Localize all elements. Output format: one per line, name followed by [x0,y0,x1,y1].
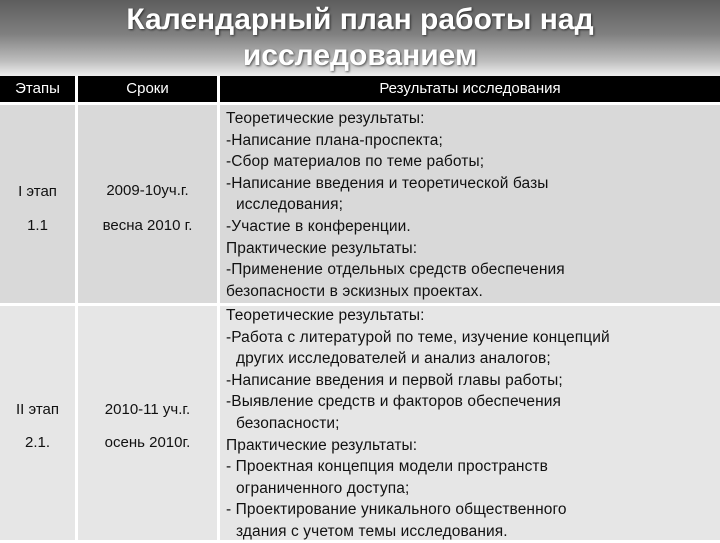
result-line: ограниченного доступа; [236,479,410,497]
result-line: Практические результаты: [226,436,418,454]
row2-stage-cell [0,306,75,540]
header-results: Результаты исследования [220,76,720,102]
page-title [0,2,720,74]
plan-table [0,76,720,540]
row2-stage: II этап [16,401,59,418]
result-line: безопасности в эскизных проектах. [226,282,483,300]
result-line: -Применение отдельных средств обеспечения [226,261,565,279]
header-dates: Сроки [78,76,217,102]
result-line: здания с учетом темы исследования. [236,522,508,540]
result-line: -Участие в конференции. [226,217,411,235]
result-line: -Написание введения и теоретической базы [226,174,549,192]
result-line: - Проектирование уникального общественного [226,501,567,519]
result-line: других исследователей и анализ аналогов; [236,350,551,368]
row2-date-cell [78,306,217,540]
result-line: - Проектная концепция модели пространств [226,458,548,476]
row2-subperiod: осень 2010г. [104,434,191,451]
row1-stage-cell [0,105,75,303]
row2-substage: 2.1. [24,434,51,451]
result-line: -Написание плана-проспекта; [226,131,443,149]
row2-period: 2010-11 уч.г. [104,401,191,418]
result-line: исследования; [236,196,344,214]
row1-period: 2009-10уч.г. [106,182,189,199]
result-line: -Выявление средств и факторов обеспечения [226,393,562,411]
row1-substage: 1.1 [27,217,48,234]
row1-results-cell [220,105,720,303]
title-line-2: исследованием [242,39,478,72]
header-stages: Этапы [0,76,75,102]
row2-results-cell [220,306,720,540]
result-line: Теоретические результаты: [226,307,425,324]
row1-results [226,108,565,302]
row1-subperiod: весна 2010 г. [102,217,193,234]
row1-stage: I этап [18,183,57,200]
result-line: Теоретические результаты: [226,110,425,127]
result-line: -Сбор материалов по теме работы; [226,153,485,171]
row2-results [226,305,610,543]
result-line: -Написание введения и первой главы работы; [226,371,563,389]
result-line: Практические результаты: [226,239,418,257]
title-line-1: Календарный план работы над [126,3,594,36]
result-line: безопасности; [236,414,340,432]
result-line: -Работа с литературой по теме, изучение концепций [226,328,610,346]
row1-date-cell [78,105,217,303]
